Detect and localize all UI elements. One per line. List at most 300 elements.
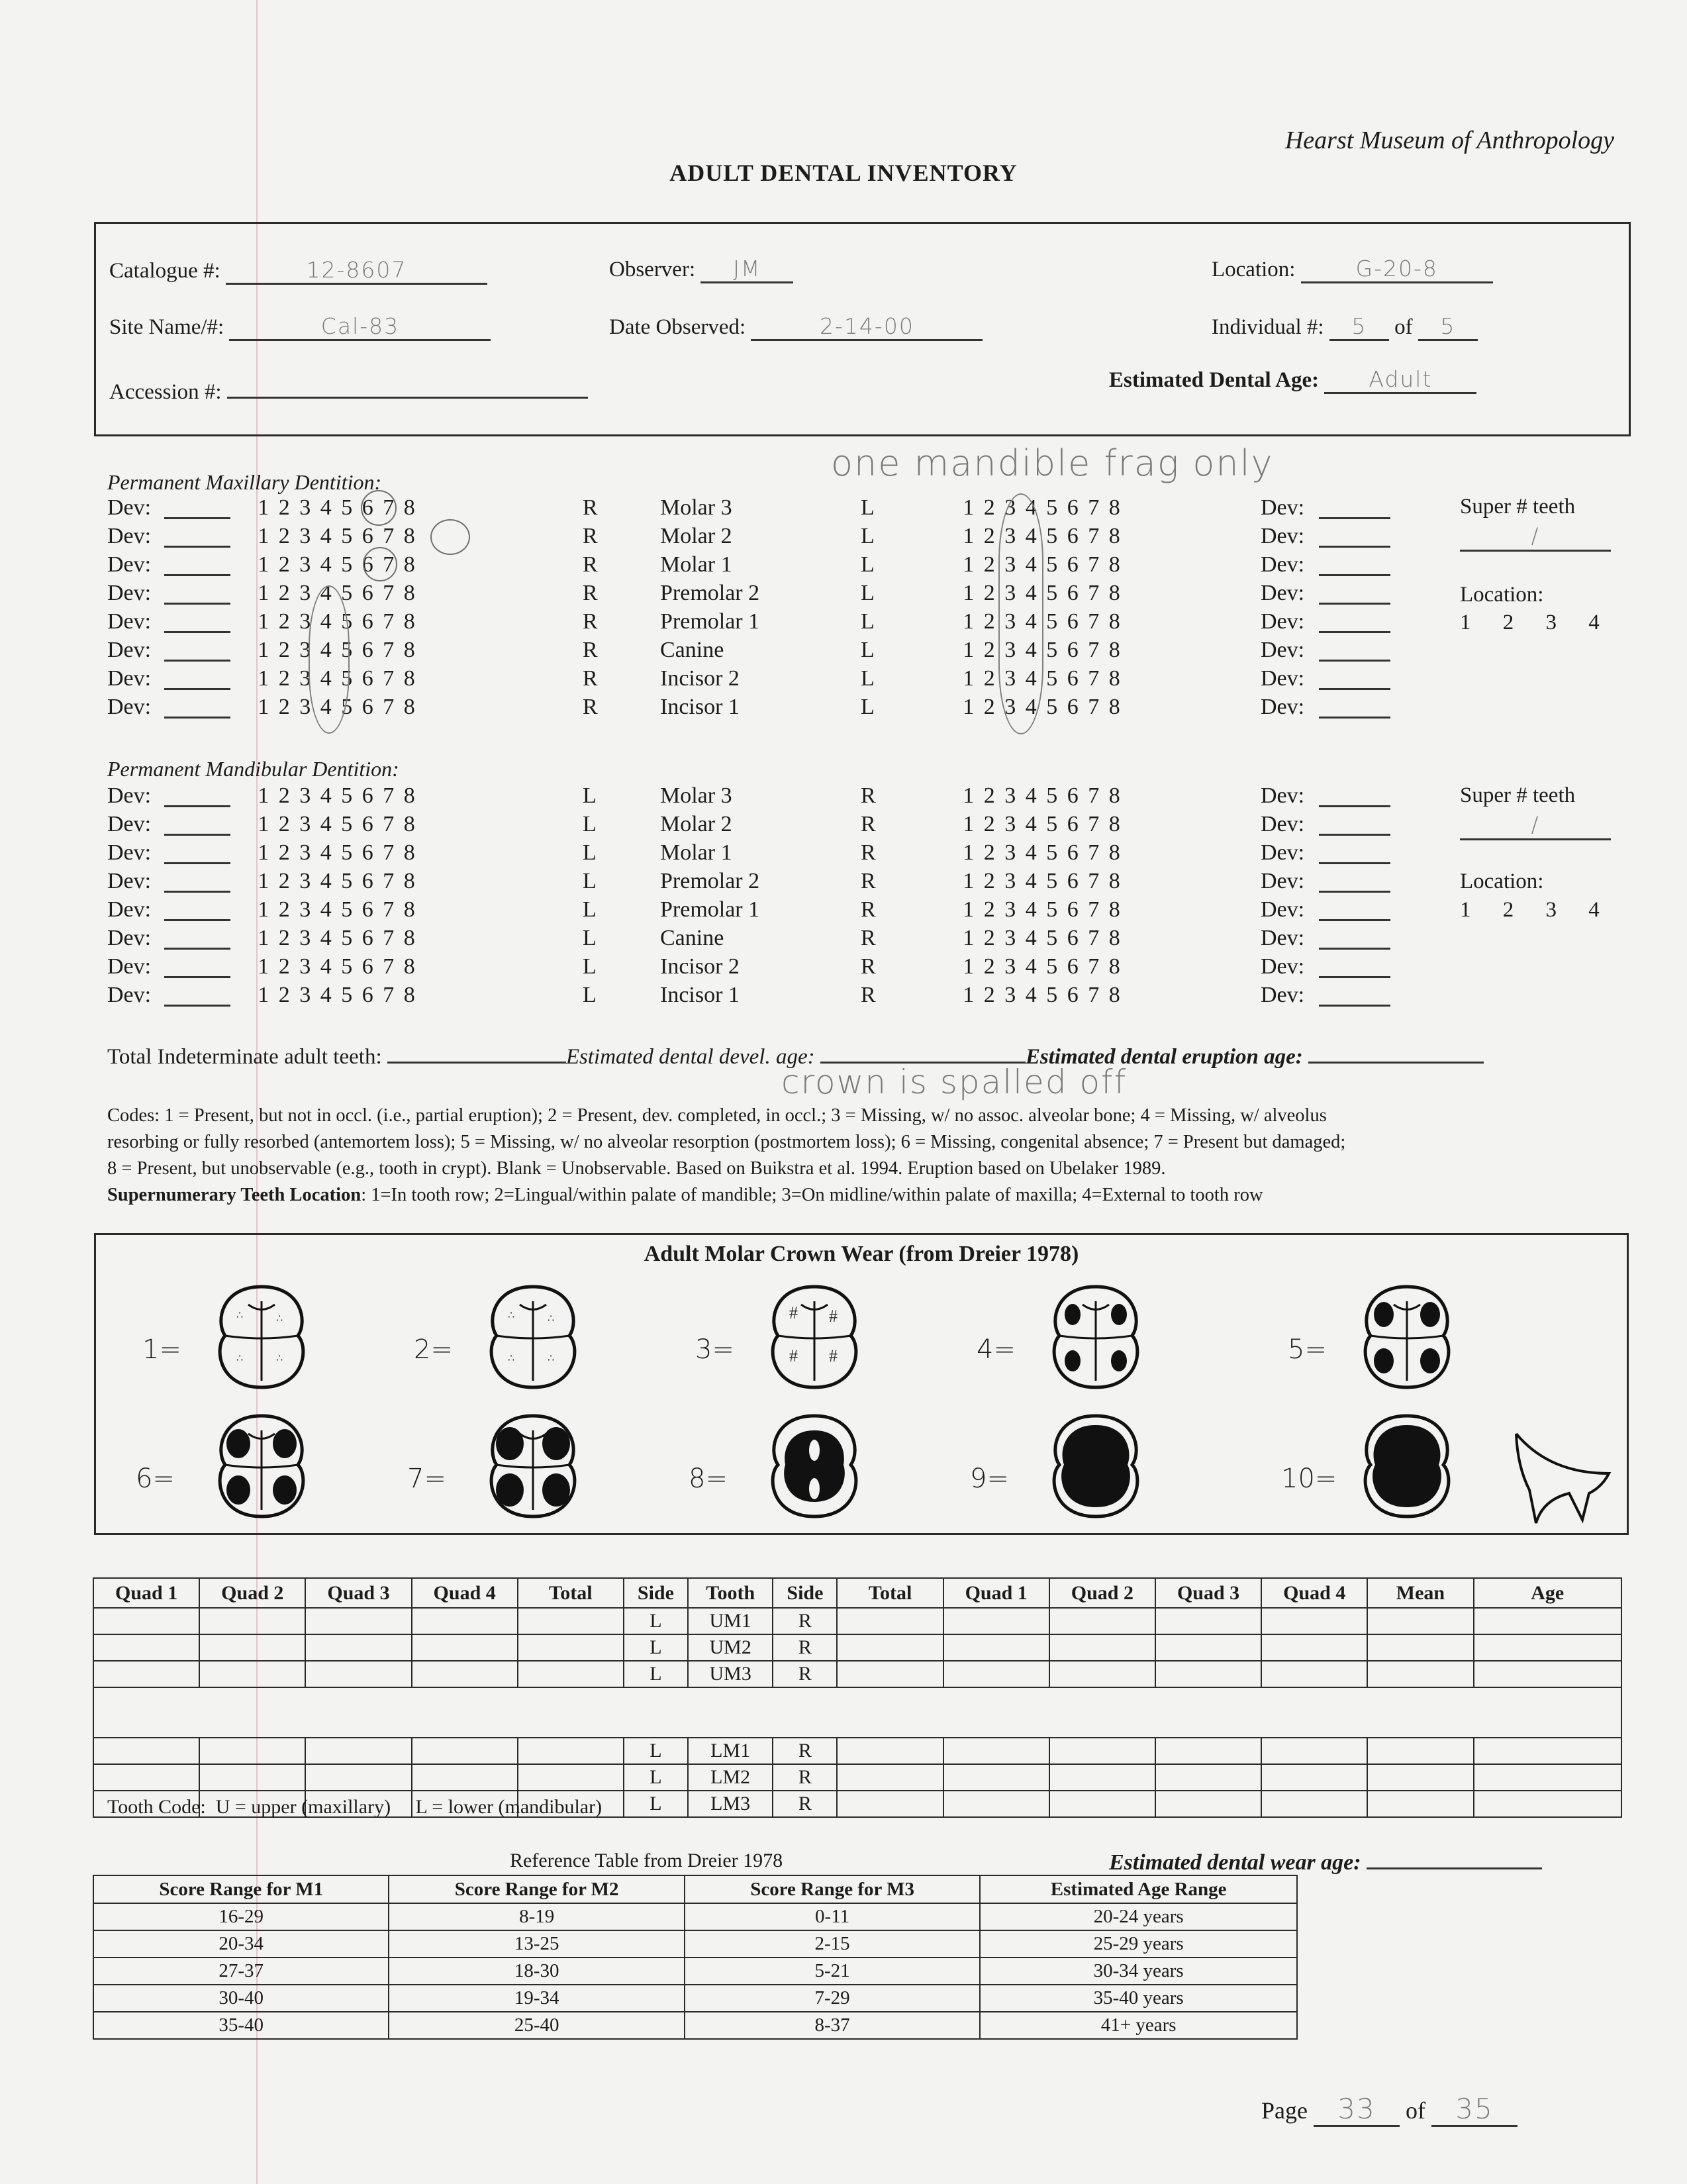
maxillary-second-premolar2-code-7[interactable]: 7 — [1088, 581, 1100, 605]
score-cell-total[interactable] — [837, 1661, 943, 1687]
maxillary-second-molar2-code-6[interactable]: 6 — [1067, 524, 1079, 548]
maxillary-first-molar2-code-4[interactable]: 4 — [320, 524, 332, 548]
mandibular-second-molar3-code-6[interactable]: 6 — [1067, 783, 1079, 808]
maxillary-second-premolar2-code-8[interactable]: 8 — [1108, 581, 1120, 605]
dev-input-first[interactable] — [164, 956, 230, 978]
maxillary-first-premolar1-code-5[interactable]: 5 — [341, 609, 353, 634]
maxillary-second-premolar2-code-3[interactable]: 3 — [1004, 581, 1016, 605]
mandibular-first-premolar1-code-7[interactable]: 7 — [383, 897, 395, 922]
mandibular-second-canine-code-3[interactable]: 3 — [1004, 926, 1016, 950]
maxillary-second-molar3-code-3[interactable]: 3 — [1004, 495, 1016, 520]
maxillary-second-molar2-code-2[interactable]: 2 — [983, 524, 995, 548]
mandibular-first-molar1-code-1[interactable]: 1 — [258, 840, 269, 865]
mandibular-second-canine-code-4[interactable]: 4 — [1025, 926, 1037, 950]
maxillary-second-premolar2-code-4[interactable]: 4 — [1025, 581, 1037, 605]
mandibular-second-molar2-code-3[interactable]: 3 — [1004, 812, 1016, 836]
mandibular-second-incisor2-code-2[interactable]: 2 — [983, 954, 995, 979]
maxillary-first-incisor2-code-8[interactable]: 8 — [403, 666, 415, 691]
maxillary-first-canine-code-3[interactable]: 3 — [299, 638, 311, 662]
mandibular-second-canine-code-2[interactable]: 2 — [983, 926, 995, 950]
maxillary-second-molar3-code-1[interactable]: 1 — [963, 495, 975, 520]
dev-input-first[interactable] — [164, 871, 230, 893]
maxillary-second-molar3-code-7[interactable]: 7 — [1088, 495, 1100, 520]
mandibular-second-premolar1-code-1[interactable]: 1 — [963, 897, 975, 922]
maxillary-first-molar2-code-1[interactable]: 1 — [258, 524, 269, 548]
score-cell-quad-4[interactable] — [412, 1661, 518, 1687]
mandibular-second-molar3-code-5[interactable]: 5 — [1046, 783, 1058, 808]
dev-input-first[interactable] — [164, 554, 230, 576]
score-cell-total[interactable] — [518, 1634, 624, 1661]
man-location-option-2[interactable]: 2 — [1502, 898, 1514, 922]
maxillary-second-premolar2-code-5[interactable]: 5 — [1046, 581, 1058, 605]
maxillary-second-molar1-code-4[interactable]: 4 — [1025, 552, 1037, 577]
score-cell-age[interactable] — [1474, 1764, 1621, 1791]
mandibular-second-premolar1-code-7[interactable]: 7 — [1088, 897, 1100, 922]
maxillary-second-molar3-code-8[interactable]: 8 — [1108, 495, 1120, 520]
mandibular-second-premolar1-code-2[interactable]: 2 — [983, 897, 995, 922]
mandibular-first-incisor1-code-6[interactable]: 6 — [362, 983, 373, 1007]
mandibular-second-premolar1-code-3[interactable]: 3 — [1004, 897, 1016, 922]
score-cell-mean[interactable] — [1367, 1738, 1473, 1764]
mandibular-first-premolar1-code-5[interactable]: 5 — [341, 897, 353, 922]
maxillary-second-molar3-code-2[interactable]: 2 — [983, 495, 995, 520]
mandibular-first-incisor1-code-7[interactable]: 7 — [383, 983, 395, 1007]
mandibular-second-molar3-code-8[interactable]: 8 — [1108, 783, 1120, 808]
individual-total-input[interactable]: 5 — [1418, 313, 1478, 341]
mandibular-first-premolar2-code-4[interactable]: 4 — [320, 869, 332, 893]
mandibular-first-molar3-code-3[interactable]: 3 — [299, 783, 311, 808]
date-input[interactable]: 2-14-00 — [751, 313, 983, 341]
mandibular-first-incisor2-code-8[interactable]: 8 — [403, 954, 415, 979]
man-location-option-1[interactable]: 1 — [1460, 898, 1471, 922]
dev-input-second[interactable] — [1319, 497, 1390, 519]
maxillary-first-incisor2-code-4[interactable]: 4 — [320, 666, 332, 691]
score-cell-quad-2[interactable] — [1049, 1791, 1155, 1817]
mandibular-first-incisor1-code-3[interactable]: 3 — [299, 983, 311, 1007]
score-cell-quad-1[interactable] — [93, 1738, 199, 1764]
score-cell-quad-1[interactable] — [943, 1764, 1049, 1791]
maxillary-first-incisor2-code-1[interactable]: 1 — [258, 666, 269, 691]
score-cell-quad-4[interactable] — [412, 1608, 518, 1634]
dev-input-second[interactable] — [1319, 697, 1390, 719]
mandibular-second-molar1-code-6[interactable]: 6 — [1067, 840, 1079, 865]
maxillary-first-molar2-code-8[interactable]: 8 — [403, 524, 415, 548]
maxillary-second-molar3-code-4[interactable]: 4 — [1025, 495, 1037, 520]
maxillary-first-canine-code-6[interactable]: 6 — [362, 638, 373, 662]
dev-input-second[interactable] — [1319, 899, 1390, 921]
mandibular-second-canine-code-5[interactable]: 5 — [1046, 926, 1058, 950]
maxillary-first-molar1-code-2[interactable]: 2 — [278, 552, 290, 577]
mandibular-second-incisor2-code-3[interactable]: 3 — [1004, 954, 1016, 979]
mandibular-first-incisor1-code-5[interactable]: 5 — [341, 983, 353, 1007]
score-cell-quad-3[interactable] — [305, 1661, 411, 1687]
site-input[interactable]: Cal-83 — [229, 313, 491, 341]
score-cell-quad-4[interactable] — [1261, 1791, 1367, 1817]
mandibular-second-canine-code-8[interactable]: 8 — [1108, 926, 1120, 950]
score-cell-quad-4[interactable] — [412, 1738, 518, 1764]
dev-input-first[interactable] — [164, 985, 230, 1007]
mandibular-second-molar1-code-8[interactable]: 8 — [1108, 840, 1120, 865]
score-cell-quad-3[interactable] — [1155, 1764, 1261, 1791]
mandibular-second-molar3-code-7[interactable]: 7 — [1088, 783, 1100, 808]
score-cell-total[interactable] — [837, 1791, 943, 1817]
maxillary-second-incisor1-code-4[interactable]: 4 — [1025, 695, 1037, 719]
maxillary-first-incisor2-code-6[interactable]: 6 — [362, 666, 373, 691]
maxillary-second-incisor1-code-6[interactable]: 6 — [1067, 695, 1079, 719]
maxillary-second-molar3-code-5[interactable]: 5 — [1046, 495, 1058, 520]
score-cell-age[interactable] — [1474, 1608, 1621, 1634]
maxillary-first-molar3-code-7[interactable]: 7 — [383, 495, 395, 520]
maxillary-second-canine-code-7[interactable]: 7 — [1088, 638, 1100, 662]
maxillary-first-premolar1-code-3[interactable]: 3 — [299, 609, 311, 634]
score-cell-quad-1[interactable] — [943, 1634, 1049, 1661]
maxillary-first-premolar2-code-6[interactable]: 6 — [362, 581, 373, 605]
maxillary-second-molar1-code-5[interactable]: 5 — [1046, 552, 1058, 577]
maxillary-first-molar1-code-3[interactable]: 3 — [299, 552, 311, 577]
mandibular-second-molar1-code-4[interactable]: 4 — [1025, 840, 1037, 865]
man-location-option-4[interactable]: 4 — [1588, 898, 1600, 922]
mandibular-first-premolar1-code-2[interactable]: 2 — [278, 897, 290, 922]
maxillary-first-premolar2-code-8[interactable]: 8 — [403, 581, 415, 605]
maxillary-first-molar1-code-7[interactable]: 7 — [383, 552, 395, 577]
dev-input-first[interactable] — [164, 611, 230, 633]
mandibular-first-incisor1-code-4[interactable]: 4 — [320, 983, 332, 1007]
mandibular-second-premolar1-code-6[interactable]: 6 — [1067, 897, 1079, 922]
score-cell-age[interactable] — [1474, 1634, 1621, 1661]
mandibular-first-premolar2-code-8[interactable]: 8 — [403, 869, 415, 893]
mandibular-second-incisor2-code-8[interactable]: 8 — [1108, 954, 1120, 979]
score-cell-age[interactable] — [1474, 1791, 1621, 1817]
dev-input-first[interactable] — [164, 697, 230, 719]
mandibular-first-molar3-code-7[interactable]: 7 — [383, 783, 395, 808]
mandibular-first-canine-code-7[interactable]: 7 — [383, 926, 395, 950]
indeterminate-input[interactable] — [387, 1042, 566, 1064]
maxillary-first-incisor1-code-3[interactable]: 3 — [299, 695, 311, 719]
score-cell-total[interactable] — [837, 1634, 943, 1661]
score-cell-quad-3[interactable] — [305, 1738, 411, 1764]
score-cell-quad-3[interactable] — [1155, 1634, 1261, 1661]
mandibular-first-molar2-code-6[interactable]: 6 — [362, 812, 373, 836]
maxillary-second-premolar2-code-2[interactable]: 2 — [983, 581, 995, 605]
dev-input-second[interactable] — [1319, 611, 1390, 633]
maxillary-first-incisor1-code-2[interactable]: 2 — [278, 695, 290, 719]
maxillary-second-premolar2-code-1[interactable]: 1 — [963, 581, 975, 605]
catalogue-input[interactable]: 12-8607 — [226, 257, 487, 285]
mandibular-second-premolar2-code-5[interactable]: 5 — [1046, 869, 1058, 893]
mandibular-second-premolar2-code-3[interactable]: 3 — [1004, 869, 1016, 893]
mandibular-second-molar2-code-8[interactable]: 8 — [1108, 812, 1120, 836]
mandibular-first-canine-code-8[interactable]: 8 — [403, 926, 415, 950]
dev-input-second[interactable] — [1319, 928, 1390, 950]
dev-input-first[interactable] — [164, 583, 230, 605]
mandibular-first-molar3-code-4[interactable]: 4 — [320, 783, 332, 808]
mandibular-second-molar1-code-1[interactable]: 1 — [963, 840, 975, 865]
maxillary-second-molar1-code-8[interactable]: 8 — [1108, 552, 1120, 577]
score-cell-quad-4[interactable] — [1261, 1738, 1367, 1764]
score-cell-total[interactable] — [837, 1738, 943, 1764]
maxillary-first-premolar1-code-2[interactable]: 2 — [278, 609, 290, 634]
mandibular-first-molar3-code-1[interactable]: 1 — [258, 783, 269, 808]
dev-input-first[interactable] — [164, 899, 230, 921]
score-cell-total[interactable] — [518, 1661, 624, 1687]
maxillary-second-incisor1-code-5[interactable]: 5 — [1046, 695, 1058, 719]
mandibular-first-molar2-code-1[interactable]: 1 — [258, 812, 269, 836]
maxillary-second-molar2-code-7[interactable]: 7 — [1088, 524, 1100, 548]
maxillary-second-canine-code-3[interactable]: 3 — [1004, 638, 1016, 662]
score-cell-quad-1[interactable] — [943, 1608, 1049, 1634]
mandibular-first-incisor2-code-7[interactable]: 7 — [383, 954, 395, 979]
mandibular-first-premolar1-code-1[interactable]: 1 — [258, 897, 269, 922]
score-cell-quad-4[interactable] — [412, 1764, 518, 1791]
maxillary-second-incisor2-code-6[interactable]: 6 — [1067, 666, 1079, 691]
mandibular-first-premolar2-code-6[interactable]: 6 — [362, 869, 373, 893]
score-cell-mean[interactable] — [1367, 1661, 1473, 1687]
maxillary-first-premolar2-code-1[interactable]: 1 — [258, 581, 269, 605]
maxillary-first-premolar2-code-3[interactable]: 3 — [299, 581, 311, 605]
maxillary-first-incisor2-code-3[interactable]: 3 — [299, 666, 311, 691]
dev-input-second[interactable] — [1319, 554, 1390, 576]
observer-input[interactable]: JM — [700, 256, 793, 283]
maxillary-first-incisor2-code-5[interactable]: 5 — [341, 666, 353, 691]
mandibular-first-molar2-code-8[interactable]: 8 — [403, 812, 415, 836]
mandibular-second-canine-code-6[interactable]: 6 — [1067, 926, 1079, 950]
page-total-input[interactable]: 35 — [1431, 2093, 1518, 2127]
mandibular-first-incisor2-code-4[interactable]: 4 — [320, 954, 332, 979]
maxillary-first-molar3-code-1[interactable]: 1 — [258, 495, 269, 520]
mandibular-second-canine-code-1[interactable]: 1 — [963, 926, 975, 950]
mandibular-second-premolar2-code-6[interactable]: 6 — [1067, 869, 1079, 893]
maxillary-second-premolar1-code-8[interactable]: 8 — [1108, 609, 1120, 634]
mandibular-second-canine-code-7[interactable]: 7 — [1088, 926, 1100, 950]
dev-input-first[interactable] — [164, 668, 230, 690]
mandibular-second-premolar1-code-4[interactable]: 4 — [1025, 897, 1037, 922]
dev-input-second[interactable] — [1319, 842, 1390, 864]
mandibular-second-incisor2-code-4[interactable]: 4 — [1025, 954, 1037, 979]
maxillary-first-incisor1-code-4[interactable]: 4 — [320, 695, 332, 719]
mandibular-second-molar1-code-2[interactable]: 2 — [983, 840, 995, 865]
maxillary-second-incisor2-code-3[interactable]: 3 — [1004, 666, 1016, 691]
mandibular-first-incisor1-code-8[interactable]: 8 — [403, 983, 415, 1007]
maxillary-first-premolar1-code-6[interactable]: 6 — [362, 609, 373, 634]
mandibular-first-premolar1-code-4[interactable]: 4 — [320, 897, 332, 922]
score-cell-quad-2[interactable] — [1049, 1608, 1155, 1634]
mandibular-first-incisor2-code-3[interactable]: 3 — [299, 954, 311, 979]
score-cell-quad-1[interactable] — [93, 1608, 199, 1634]
score-cell-mean[interactable] — [1367, 1791, 1473, 1817]
dev-input-first[interactable] — [164, 785, 230, 807]
score-cell-quad-2[interactable] — [199, 1634, 305, 1661]
maxillary-first-molar3-code-5[interactable]: 5 — [341, 495, 353, 520]
score-cell-total[interactable] — [518, 1764, 624, 1791]
score-cell-quad-1[interactable] — [943, 1738, 1049, 1764]
maxillary-second-premolar1-code-3[interactable]: 3 — [1004, 609, 1016, 634]
mandibular-first-incisor1-code-2[interactable]: 2 — [278, 983, 290, 1007]
max-location-option-4[interactable]: 4 — [1588, 611, 1600, 634]
score-cell-quad-1[interactable] — [93, 1634, 199, 1661]
maxillary-first-premolar1-code-7[interactable]: 7 — [383, 609, 395, 634]
maxillary-second-premolar1-code-4[interactable]: 4 — [1025, 609, 1037, 634]
maxillary-second-molar1-code-2[interactable]: 2 — [983, 552, 995, 577]
dev-input-second[interactable] — [1319, 526, 1390, 548]
score-cell-quad-3[interactable] — [305, 1634, 411, 1661]
mandibular-first-molar3-code-2[interactable]: 2 — [278, 783, 290, 808]
mandibular-second-incisor2-code-1[interactable]: 1 — [963, 954, 975, 979]
maxillary-second-canine-code-5[interactable]: 5 — [1046, 638, 1058, 662]
maxillary-second-molar2-code-1[interactable]: 1 — [963, 524, 975, 548]
mandibular-first-premolar2-code-1[interactable]: 1 — [258, 869, 269, 893]
mandibular-first-premolar1-code-8[interactable]: 8 — [403, 897, 415, 922]
dev-input-second[interactable] — [1319, 956, 1390, 978]
mandibular-first-molar1-code-6[interactable]: 6 — [362, 840, 373, 865]
max-location-option-2[interactable]: 2 — [1502, 611, 1514, 634]
mandibular-second-premolar2-code-4[interactable]: 4 — [1025, 869, 1037, 893]
max-location-option-1[interactable]: 1 — [1460, 611, 1471, 634]
maxillary-first-molar2-code-6[interactable]: 6 — [362, 524, 373, 548]
maxillary-second-molar2-code-3[interactable]: 3 — [1004, 524, 1016, 548]
individual-input[interactable]: 5 — [1329, 313, 1389, 341]
maxillary-second-molar1-code-6[interactable]: 6 — [1067, 552, 1079, 577]
dev-input-second[interactable] — [1319, 583, 1390, 605]
dev-input-first[interactable] — [164, 497, 230, 519]
mandibular-second-molar2-code-1[interactable]: 1 — [963, 812, 975, 836]
maxillary-first-canine-code-1[interactable]: 1 — [258, 638, 269, 662]
mandibular-first-premolar1-code-6[interactable]: 6 — [362, 897, 373, 922]
maxillary-second-premolar1-code-6[interactable]: 6 — [1067, 609, 1079, 634]
score-cell-quad-1[interactable] — [93, 1764, 199, 1791]
maxillary-first-molar1-code-1[interactable]: 1 — [258, 552, 269, 577]
maxillary-first-molar2-code-7[interactable]: 7 — [383, 524, 395, 548]
mandibular-second-incisor1-code-6[interactable]: 6 — [1067, 983, 1079, 1007]
mandibular-first-premolar2-code-7[interactable]: 7 — [383, 869, 395, 893]
maxillary-first-premolar2-code-5[interactable]: 5 — [341, 581, 353, 605]
mandibular-first-canine-code-1[interactable]: 1 — [258, 926, 269, 950]
mandibular-first-molar1-code-5[interactable]: 5 — [341, 840, 353, 865]
score-cell-quad-2[interactable] — [199, 1764, 305, 1791]
maxillary-first-molar1-code-5[interactable]: 5 — [341, 552, 353, 577]
mandibular-second-molar2-code-2[interactable]: 2 — [983, 812, 995, 836]
maxillary-first-premolar1-code-1[interactable]: 1 — [258, 609, 269, 634]
mandibular-second-molar3-code-3[interactable]: 3 — [1004, 783, 1016, 808]
devel-age-input[interactable] — [820, 1042, 1026, 1064]
score-cell-quad-4[interactable] — [1261, 1608, 1367, 1634]
maxillary-second-incisor1-code-3[interactable]: 3 — [1004, 695, 1016, 719]
maxillary-first-premolar1-code-4[interactable]: 4 — [320, 609, 332, 634]
score-cell-quad-1[interactable] — [943, 1791, 1049, 1817]
maxillary-second-incisor1-code-1[interactable]: 1 — [963, 695, 975, 719]
mandibular-first-canine-code-3[interactable]: 3 — [299, 926, 311, 950]
dental-age-input[interactable]: Adult — [1324, 366, 1476, 394]
maxillary-second-canine-code-6[interactable]: 6 — [1067, 638, 1079, 662]
maxillary-second-incisor2-code-4[interactable]: 4 — [1025, 666, 1037, 691]
mandibular-second-incisor1-code-8[interactable]: 8 — [1108, 983, 1120, 1007]
maxillary-second-premolar1-code-1[interactable]: 1 — [963, 609, 975, 634]
mandibular-first-molar1-code-4[interactable]: 4 — [320, 840, 332, 865]
score-cell-quad-4[interactable] — [1261, 1764, 1367, 1791]
maxillary-first-molar3-code-3[interactable]: 3 — [299, 495, 311, 520]
score-cell-quad-2[interactable] — [1049, 1764, 1155, 1791]
maxillary-second-premolar1-code-2[interactable]: 2 — [983, 609, 995, 634]
maxillary-first-premolar1-code-8[interactable]: 8 — [403, 609, 415, 634]
score-cell-quad-2[interactable] — [199, 1738, 305, 1764]
score-cell-quad-3[interactable] — [1155, 1608, 1261, 1634]
score-cell-quad-3[interactable] — [305, 1764, 411, 1791]
dev-input-first[interactable] — [164, 842, 230, 864]
maxillary-second-molar2-code-8[interactable]: 8 — [1108, 524, 1120, 548]
maxillary-first-molar1-code-8[interactable]: 8 — [403, 552, 415, 577]
page-number-input[interactable]: 33 — [1314, 2093, 1400, 2127]
max-super-teeth-input[interactable]: / — [1460, 523, 1611, 552]
maxillary-first-incisor2-code-7[interactable]: 7 — [383, 666, 395, 691]
accession-input[interactable] — [227, 373, 588, 399]
score-cell-quad-2[interactable] — [199, 1608, 305, 1634]
maxillary-second-incisor2-code-2[interactable]: 2 — [983, 666, 995, 691]
maxillary-first-molar1-code-6[interactable]: 6 — [362, 552, 373, 577]
mandibular-first-molar2-code-5[interactable]: 5 — [341, 812, 353, 836]
mandibular-first-molar2-code-7[interactable]: 7 — [383, 812, 395, 836]
maxillary-first-canine-code-7[interactable]: 7 — [383, 638, 395, 662]
maxillary-first-premolar2-code-2[interactable]: 2 — [278, 581, 290, 605]
score-cell-quad-2[interactable] — [1049, 1634, 1155, 1661]
mandibular-second-molar1-code-5[interactable]: 5 — [1046, 840, 1058, 865]
dev-input-second[interactable] — [1319, 785, 1390, 807]
score-cell-mean[interactable] — [1367, 1764, 1473, 1791]
maxillary-second-incisor1-code-8[interactable]: 8 — [1108, 695, 1120, 719]
maxillary-first-incisor1-code-1[interactable]: 1 — [258, 695, 269, 719]
mandibular-first-molar2-code-2[interactable]: 2 — [278, 812, 290, 836]
score-cell-quad-3[interactable] — [305, 1608, 411, 1634]
mandibular-second-premolar1-code-5[interactable]: 5 — [1046, 897, 1058, 922]
score-cell-quad-2[interactable] — [1049, 1661, 1155, 1687]
score-cell-quad-4[interactable] — [1261, 1634, 1367, 1661]
mandibular-first-canine-code-4[interactable]: 4 — [320, 926, 332, 950]
score-cell-quad-3[interactable] — [1155, 1791, 1261, 1817]
score-cell-age[interactable] — [1474, 1661, 1621, 1687]
maxillary-first-molar3-code-2[interactable]: 2 — [278, 495, 290, 520]
wear-age-input[interactable] — [1367, 1848, 1542, 1869]
maxillary-second-incisor2-code-8[interactable]: 8 — [1108, 666, 1120, 691]
mandibular-second-incisor1-code-1[interactable]: 1 — [963, 983, 975, 1007]
score-cell-quad-4[interactable] — [1261, 1661, 1367, 1687]
mandibular-second-molar3-code-1[interactable]: 1 — [963, 783, 975, 808]
mandibular-second-premolar2-code-7[interactable]: 7 — [1088, 869, 1100, 893]
maxillary-second-molar3-code-6[interactable]: 6 — [1067, 495, 1079, 520]
mandibular-first-molar1-code-3[interactable]: 3 — [299, 840, 311, 865]
maxillary-second-incisor2-code-7[interactable]: 7 — [1088, 666, 1100, 691]
maxillary-first-incisor1-code-5[interactable]: 5 — [341, 695, 353, 719]
mandibular-first-molar3-code-8[interactable]: 8 — [403, 783, 415, 808]
maxillary-first-incisor1-code-6[interactable]: 6 — [362, 695, 373, 719]
mandibular-first-molar1-code-7[interactable]: 7 — [383, 840, 395, 865]
max-location-option-3[interactable]: 3 — [1545, 611, 1557, 634]
score-cell-quad-3[interactable] — [1155, 1738, 1261, 1764]
mandibular-second-premolar2-code-2[interactable]: 2 — [983, 869, 995, 893]
mandibular-first-canine-code-6[interactable]: 6 — [362, 926, 373, 950]
mandibular-second-premolar2-code-8[interactable]: 8 — [1108, 869, 1120, 893]
maxillary-second-premolar2-code-6[interactable]: 6 — [1067, 581, 1079, 605]
maxillary-second-canine-code-8[interactable]: 8 — [1108, 638, 1120, 662]
dev-input-first[interactable] — [164, 640, 230, 662]
score-cell-total[interactable] — [837, 1608, 943, 1634]
mandibular-second-molar3-code-4[interactable]: 4 — [1025, 783, 1037, 808]
mandibular-second-incisor2-code-6[interactable]: 6 — [1067, 954, 1079, 979]
score-cell-total[interactable] — [837, 1764, 943, 1791]
mandibular-first-premolar2-code-2[interactable]: 2 — [278, 869, 290, 893]
mandibular-second-incisor1-code-4[interactable]: 4 — [1025, 983, 1037, 1007]
maxillary-second-canine-code-1[interactable]: 1 — [963, 638, 975, 662]
maxillary-first-molar3-code-8[interactable]: 8 — [403, 495, 415, 520]
score-cell-quad-2[interactable] — [1049, 1738, 1155, 1764]
maxillary-first-molar2-code-3[interactable]: 3 — [299, 524, 311, 548]
